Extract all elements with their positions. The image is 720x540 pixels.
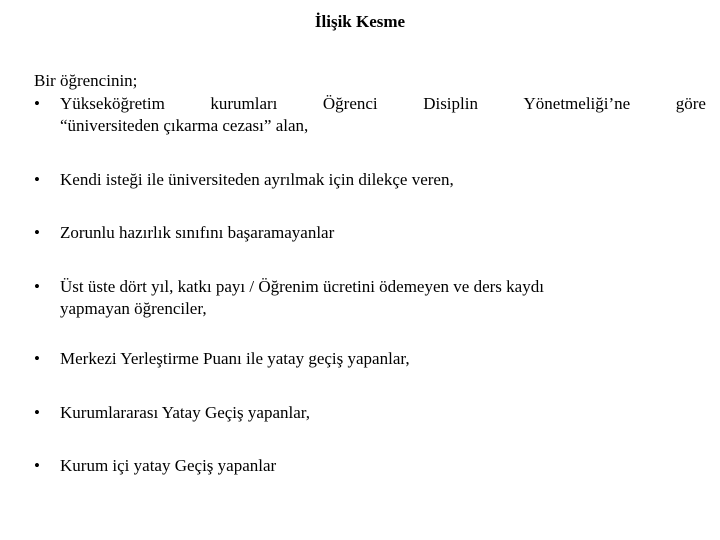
- list-item-word: Disiplin: [423, 94, 478, 113]
- list-item-word: kurumları: [210, 94, 278, 113]
- list-item-text: Kurumlararası Yatay Geçiş yapanlar,: [60, 403, 310, 422]
- intro-text: Bir öğrencinin;: [34, 71, 138, 90]
- list-item-text: Kendi isteği ile üniversiteden ayrılmak için dilekçe veren,: [60, 170, 454, 189]
- list-item-text: Merkezi Yerleştirme Puanı ile yatay geçiş yapanlar,: [60, 349, 410, 368]
- list-item-text: [60, 276, 680, 320]
- bullet-icon: •: [34, 456, 40, 475]
- list-item-word: göre: [675, 94, 706, 113]
- list-item-word: Yönetmeliği’ne: [523, 94, 631, 113]
- slide-title: İlişik Kesme: [314, 12, 406, 31]
- bullet-icon: •: [34, 94, 40, 113]
- list-item-text: [60, 93, 706, 137]
- bullet-icon: •: [34, 349, 40, 368]
- bullet-icon: •: [34, 277, 40, 296]
- list-item-word: Yükseköğretim: [60, 94, 165, 113]
- list-item-text: Kurum içi yatay Geçiş yapanlar: [60, 456, 277, 475]
- list-item-text: Zorunlu hazırlık sınıfını başaramayanlar: [60, 223, 335, 242]
- list-item-line: Üst üste dört yıl, katkı payı / Öğrenim ücretini ödemeyen ve ders kaydı: [60, 277, 544, 296]
- list-item-line: [60, 93, 706, 115]
- bullet-icon: •: [34, 403, 40, 422]
- list-item-line: “üniversiteden çıkarma cezası” alan,: [60, 116, 309, 135]
- list-item-word: Öğrenci: [322, 94, 378, 113]
- bullet-icon: •: [34, 170, 40, 189]
- list-item-line: yapmayan öğrenciler,: [60, 299, 207, 318]
- bullet-icon: •: [34, 223, 40, 242]
